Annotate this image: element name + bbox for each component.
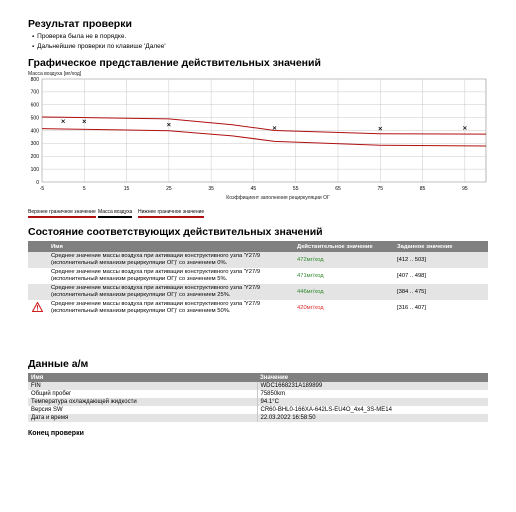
table-row (28, 406, 488, 414)
status-table (28, 241, 488, 316)
y-tick-label: 100 (30, 166, 39, 173)
legend-mass-swatch (98, 216, 132, 218)
table-row (28, 414, 488, 422)
vehicle-key: Температура охлаждающей жидкости (28, 398, 257, 406)
x-tick-label: 25 (166, 186, 172, 192)
row-name-line: (исполнительный механизм рециркуляции ОГ)' со значением 25%. (51, 292, 231, 298)
vehicle-value: WDC1668231A189899 (257, 382, 488, 390)
row-actual: 471мг/ход (297, 272, 324, 279)
result-bullet: ▪ Дальнейшие проверки по клавише 'Далее' (32, 42, 166, 52)
x-axis-label: Коэффициент заполнения рециркуляции ОГ (226, 195, 330, 201)
status-icon-cell (28, 252, 47, 268)
row-name-line: Среднее значение массы воздуха при активации конструктивного узла 'Y27/9 (51, 301, 261, 307)
table-row (28, 252, 488, 268)
x-tick-label: -5 (39, 186, 45, 192)
x-tick-label: 75 (377, 186, 384, 192)
legend-lower-swatch (138, 216, 204, 218)
y-tick-label: 0 (36, 179, 39, 186)
y-axis-label: Масса воздуха [мг/ход] (28, 71, 82, 77)
status-icon-cell (28, 300, 47, 316)
graph-title: Графическое представление действительных значений (28, 57, 321, 69)
row-name-line: Среднее значение массы воздуха при активации конструктивного узла 'Y27/9 (51, 285, 261, 291)
x-tick-label: 95 (462, 186, 468, 192)
row-name (47, 252, 293, 268)
end-of-check: Конец проверки (28, 430, 84, 437)
status-col-name: Имя (47, 241, 293, 252)
x-tick-label: 15 (123, 186, 130, 192)
row-actual: 446мг/ход (293, 284, 393, 300)
vehicle-key: Дата и время (28, 414, 257, 422)
row-name-line: Среднее значение массы воздуха при активации конструктивного узла 'Y27/9 (51, 253, 261, 259)
row-name (47, 284, 293, 300)
y-tick-label: 300 (30, 141, 39, 148)
table-row (28, 284, 488, 300)
status-header-row (28, 241, 488, 252)
air-mass-chart (0, 0, 516, 210)
y-tick-label: 200 (30, 154, 39, 161)
table-row (28, 268, 488, 284)
vehicle-value: 22.03.2022 16:58:50 (257, 414, 488, 422)
legend-upper (28, 209, 96, 218)
result-bullet: ▪ Проверка была не в порядке. (32, 32, 166, 42)
vehicle-title: Данные а/м (28, 358, 89, 370)
y-tick-label: 600 (30, 102, 39, 109)
legend-upper-swatch (28, 216, 96, 218)
x-tick-label: 5 (82, 186, 86, 192)
legend-mass-label: Масса воздуха (98, 209, 133, 215)
table-row (28, 390, 488, 398)
legend-lower-label: Нижнее граничное значение (138, 209, 205, 215)
row-name-line: Среднее значение массы воздуха при активации конструктивного узла 'Y27/9 (51, 269, 261, 275)
row-name-line: (исполнительный механизм рециркуляции ОГ)' со значением 0%. (51, 260, 228, 266)
row-actual: 472мг/ход (293, 252, 393, 268)
row-actual: 420мг/ход (297, 304, 324, 311)
vehicle-table (28, 373, 488, 422)
y-tick-label: 500 (30, 115, 39, 122)
status-col-icon (28, 241, 47, 252)
row-name (47, 268, 293, 284)
status-col-actual: Действительное значение (293, 241, 393, 252)
x-tick-label: 45 (250, 186, 257, 192)
vehicle-value: CR60-BHL0-166XA-642LS-EU4O_4x4_3S-ME14 (257, 406, 488, 414)
y-tick-label: 400 (30, 128, 39, 135)
x-tick-label: 65 (335, 186, 341, 192)
legend-upper-label: Верхнее граничное значение (28, 209, 96, 215)
row-target: [384 .. 475] (393, 284, 488, 300)
status-icon-cell (28, 268, 47, 284)
x-tick-label: 55 (292, 186, 299, 192)
status-col-target: Заданное значение (393, 241, 488, 252)
row-target: [407 .. 498] (397, 272, 427, 279)
vehicle-value: 94.1°C (257, 398, 488, 406)
vehicle-key: Версия SW (31, 407, 63, 413)
table-row (28, 382, 488, 390)
table-row (28, 300, 488, 316)
warning-icon (32, 302, 43, 312)
status-title: Состояние соответствующих действительных значений (28, 226, 323, 238)
x-tick-label: 85 (419, 186, 426, 192)
row-target: [316 .. 407] (397, 304, 427, 311)
table-row (28, 398, 488, 406)
vehicle-col-name: Имя (28, 373, 257, 382)
y-tick-label: 700 (30, 89, 39, 96)
row-name (47, 300, 293, 316)
x-tick-label: 35 (208, 186, 214, 192)
row-name-line: (исполнительный механизм рециркуляции ОГ)' со значением 5%. (51, 276, 228, 282)
result-title: Результат проверки (28, 18, 132, 30)
legend-mass (98, 209, 132, 218)
vehicle-header-row (28, 373, 488, 382)
vehicle-key: FIN (28, 382, 257, 390)
row-name-line: (исполнительный механизм рециркуляции ОГ)' со значением 50%. (51, 308, 231, 314)
vehicle-col-value: Значение (257, 373, 488, 382)
vehicle-key: Общий пробег (31, 391, 72, 397)
vehicle-value: 75850km (257, 390, 488, 398)
row-target: [412 .. 503] (393, 252, 488, 268)
status-icon-cell (28, 284, 47, 300)
legend-lower (138, 209, 204, 218)
y-tick-label: 800 (30, 76, 39, 83)
